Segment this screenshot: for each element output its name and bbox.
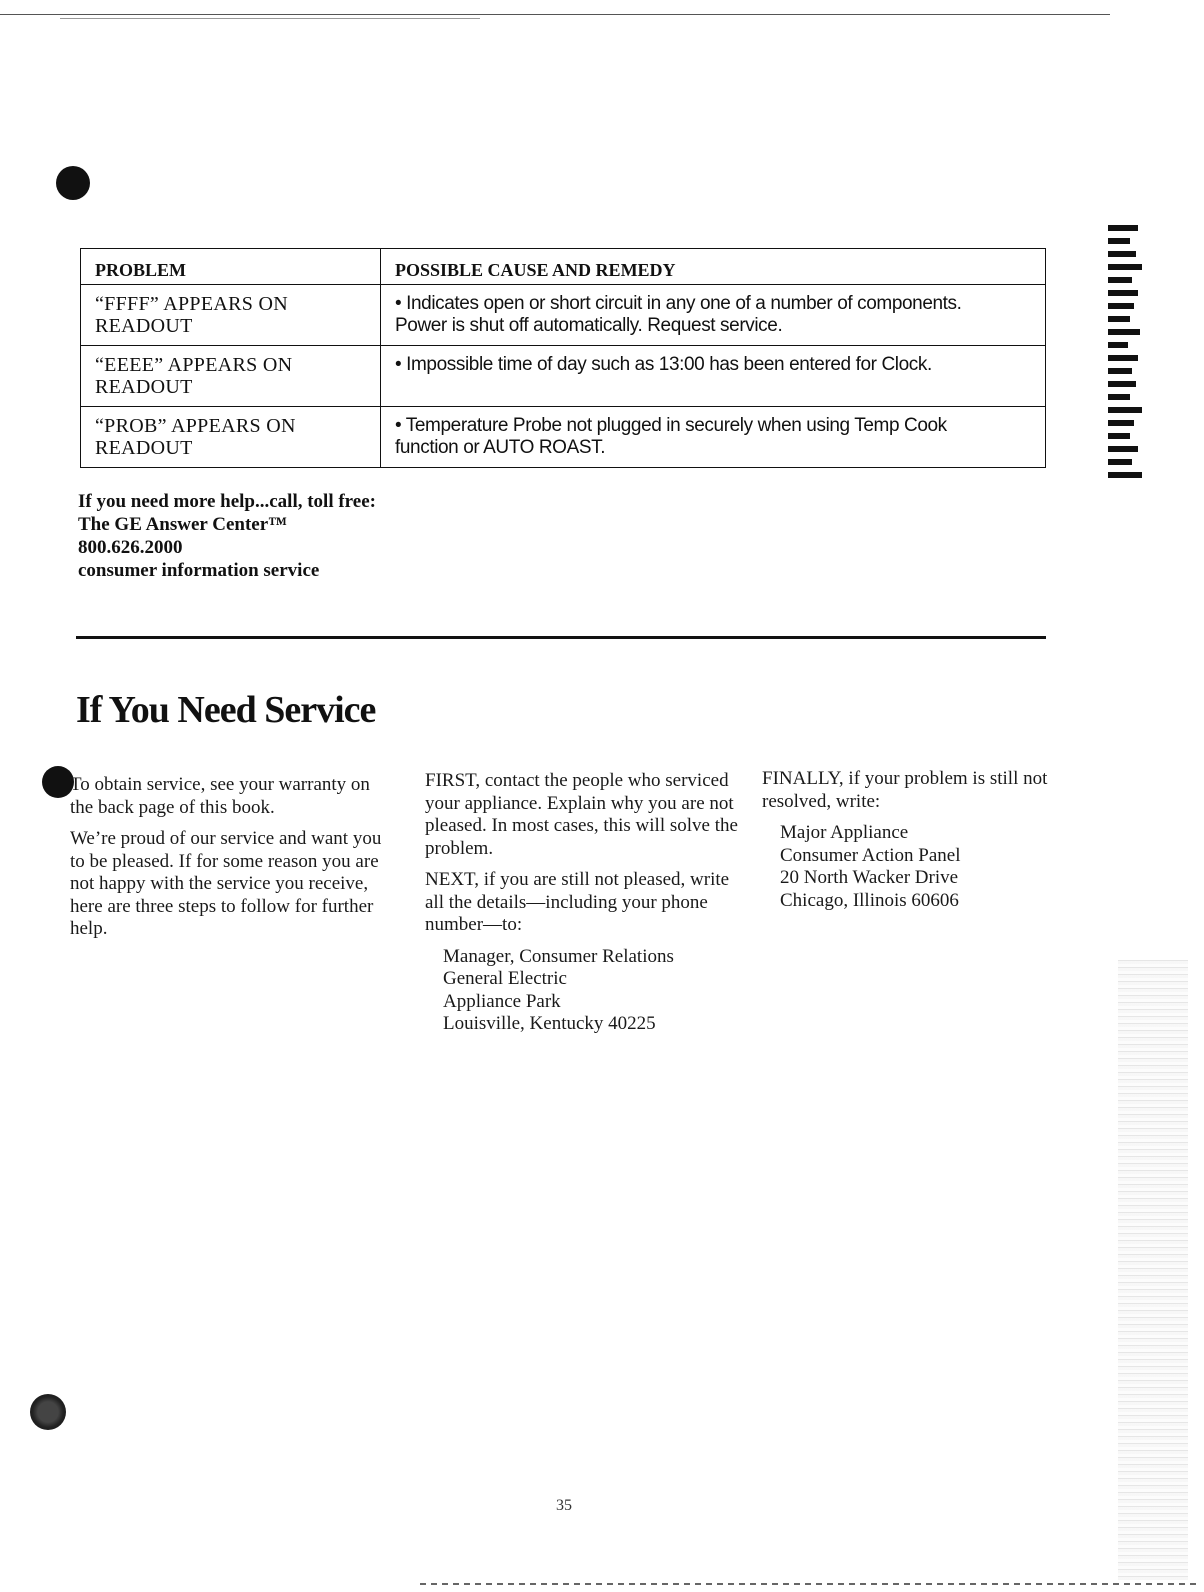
service-column-3 (762, 768, 1082, 912)
problem-cell: “PROB” APPEARS ON READOUT (81, 407, 381, 468)
paragraph: We’re proud of our service and want you to be pleased. If for some reason you are not happy with the service you receive, here are three steps to follow for further help. (70, 828, 382, 939)
column-header-problem: PROBLEM (81, 249, 381, 285)
page-number: 35 (556, 1497, 572, 1514)
problem-cell: “FFFF” APPEARS ON READOUT (81, 285, 381, 346)
help-line: If you need more help...call, toll free: (78, 491, 376, 512)
help-service-label: consumer information service (78, 560, 320, 581)
paragraph: To obtain service, see your warranty on the back page of this book. (70, 774, 370, 818)
column-header-remedy: POSSIBLE CAUSE AND REMEDY (381, 249, 1046, 285)
paragraph: NEXT, if you are still not pleased, write all the details—including your phone number—to: (425, 869, 730, 935)
remedy-cell: • Indicates open or short circuit in any one of a number of components. Power is shut off automatically. Request service. (381, 285, 1046, 346)
remedy-cell: • Impossible time of day such as 13:00 has been entered for Clock. (381, 346, 1046, 407)
table-row (81, 346, 1046, 407)
paragraph: FIRST, contact the people who serviced your appliance. Explain why you are not pleased. In most cases, this will solve the problem. (425, 770, 738, 859)
phone-number: 800.626.2000 (78, 537, 183, 558)
section-heading: If You Need Service (76, 689, 376, 731)
table-row (81, 285, 1046, 346)
table-header-row (81, 249, 1046, 285)
service-column-2 (425, 770, 745, 1036)
answer-center-name: The GE Answer Center™ (78, 514, 288, 535)
scan-line-top (0, 14, 1110, 15)
table-row (81, 407, 1046, 468)
scan-line-bottom (420, 1583, 1200, 1585)
remedy-cell: • Temperature Probe not plugged in securely when using Temp Cook function or AUTO ROAST. (381, 407, 1046, 468)
punch-hole-icon (56, 166, 90, 200)
mailing-address: Manager, Consumer Relations General Electric Appliance Park Louisville, Kentucky 40225 (443, 945, 674, 1034)
punch-hole-icon (30, 1394, 66, 1430)
service-column-1 (70, 774, 390, 950)
paragraph: FINALLY, if your problem is still not resolved, write: (762, 768, 1048, 812)
scan-line-top-secondary (60, 18, 480, 19)
help-contact-block (78, 490, 376, 582)
edge-index-marks (1108, 225, 1148, 545)
section-divider (76, 636, 1046, 639)
edge-scan-strip (1118, 960, 1188, 1580)
troubleshooting-table (80, 248, 1046, 468)
mailing-address: Major Appliance Consumer Action Panel 20 North Wacker Drive Chicago, Illinois 60606 (780, 822, 961, 911)
problem-cell: “EEEE” APPEARS ON READOUT (81, 346, 381, 407)
